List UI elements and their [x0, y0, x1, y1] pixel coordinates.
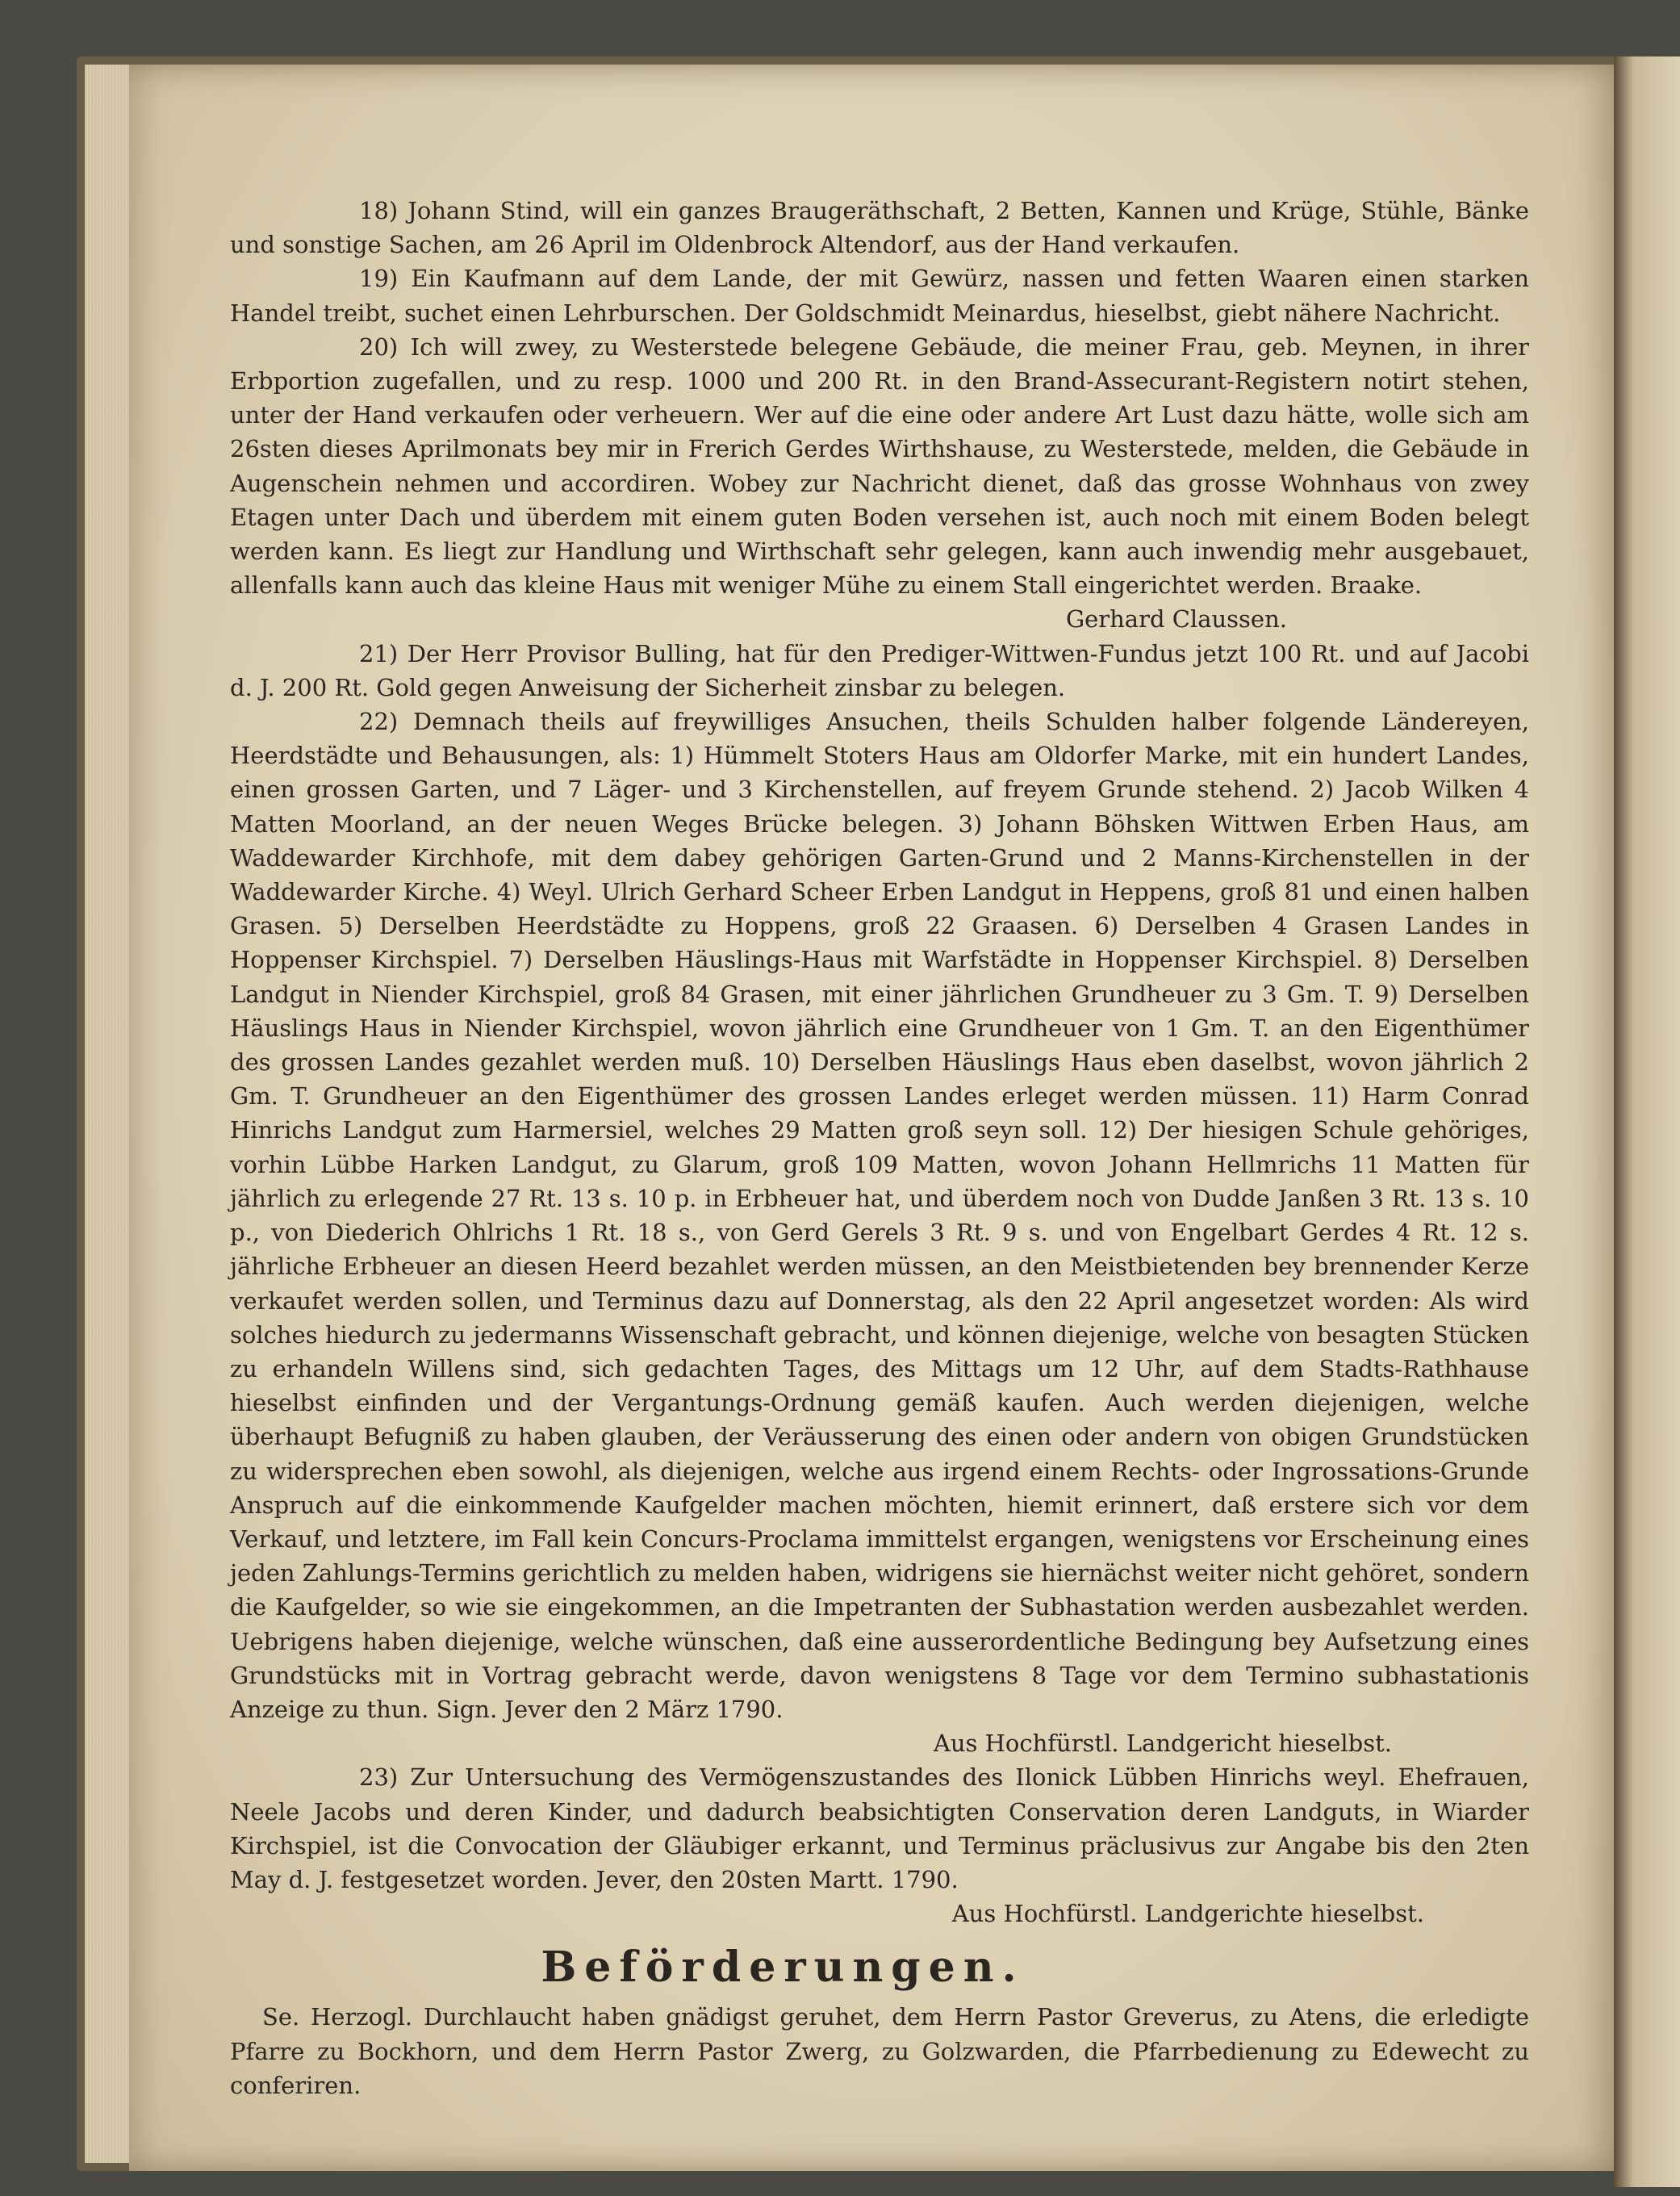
- notice-22: 22) Demnach theils auf freywilliges Ansuchen, theils Schulden halber folgende Ländereyen, Heerdstädte und Behausungen, als: 1) Hümmelt Stoters Haus am Oldorfer Marke, mit ein hundert Landes, einen grossen Garten, und 7 Läger- und 3 Kirchenstellen, auf freyem Grunde stehend. 2) Jacob Wilken 4 Matten Moorland, an der neuen Weges Brücke belegen. 3) Johann Böhsken Wittwen Erben Haus, am Waddewarder Kirchhofe, mit dem dabey gehörigen Garten-Grund und 2 Manns-Kirchenstellen in der Waddewarder Kirche. 4) Weyl. Ulrich Gerhard Scheer Erben Landgut in Heppens, groß 81 und einen halben Grasen. 5) Derselben Heerdstädte zu Hoppens, groß 22 Graasen. 6) Derselben 4 Grasen Landes in Hoppenser Kirchspiel. 7) Derselben Häuslings-Haus mit Warfstädte in Hoppenser Kirchspiel. 8) Derselben Landgut in Niender Kirchspiel, groß 84 Grasen, mit einer jährlichen Grundheuer zu 3 Gm. T. 9) Derselben Häuslings Haus in Niender Kirchspiel, wovon jährlich eine Grundheuer von 1 Gm. T. an den Eigenthümer des grossen Landes gezahlet werden muß. 10) Derselben Häuslings Haus eben daselbst, wovon jährlich 2 Gm. T. Grundheuer an den Eigenthümer des grossen Landes erleget werden müssen. 11) Harm Conrad Hinrichs Landgut zum Harmersiel, welches 29 Matten groß seyn soll. 12) Der hiesigen Schule gehöriges, vorhin Lübbe Harken Landgut, zu Glarum, groß 109 Matten, wovon Johann Hellmrichs 11 Matten für jährlich zu erlegende 27 Rt. 13 s. 10 p. in Erbheuer hat, und überdem noch von Dudde Janßen 3 Rt. 13 s. 10 p., von Diederich Ohlrichs 1 Rt. 18 s., von Gerd Gerels 3 Rt. 9 s. und von Engelbart Gerdes 4 Rt. 12 s. jährliche Erbheuer an diesen Heerd bezahlet werden müssen, an den Meistbietenden bey brennender Kerze verkaufet werden sollen, und Terminus dazu auf Donnerstag, als den 22 April angesetzet worden: Als wird solches hiedurch zu jedermanns Wissenschaft gebracht, und können diejenige, welche von besagten Stücken zu erhandeln Willens sind, sich gedachten Tages, des Mittags um 12 Uhr, auf dem Stadts-Rathhause hieselbst einfinden und der Vergantungs-Ordnung gemäß kaufen. Auch werden diejenigen, welche überhaupt Befugniß zu haben glauben, der Veräusserung des einen oder andern von obigen Grundstücken zu widersprechen eben sowohl, als diejenigen, welche aus irgend einem Rechts- oder Ingrossations-Grunde Anspruch auf die einkommende Kaufgelder machen möchten, hiemit erinnert, daß erstere sich vor dem Verkauf, und letztere, im Fall kein Concurs-Proclama immittelst ergangen, wenigstens vor Erscheinung eines jeden Zahlungs-Termins gerichtlich zu melden haben, widrigens sie hiernächst weiter nicht gehöret, sondern die Kaufgelder, so wie sie eingekommen, an die Impetranten der Subhastation werden ausbezahlet werden. Uebrigens haben diejenige, welche wünschen, daß eine ausserordentliche Bedingung bey Aufsetzung eines Grundstücks mit in Vortrag gebracht werde, davon wenigstens 8 Tage vor dem Termino subhastationis Anzeige zu thun. Sign. Jever den 2 März 1790.: [230, 708, 1529, 1723]
- notice-23-signature: Aus Hochfürstl. Landgerichte hieselbst.: [951, 1900, 1424, 1928]
- notice-20-signature: Gerhard Claussen.: [1065, 605, 1287, 634]
- page-text: [230, 194, 1529, 2102]
- notice-19: 19) Ein Kaufmann auf dem Lande, der mit Gewürz, nassen und fetten Waaren einen starken Handel treibt, suchet einen Lehrburschen. Der Goldschmidt Meinardus, hieselbst, giebt nähere Nachricht.: [230, 265, 1529, 327]
- notice-18: 18) Johann Stind, will ein ganzes Braugeräthschaft, 2 Betten, Kannen und Krüge, Stühle, Bänke und sonstige Sachen, am 26 April im Oldenbrock Altendorf, aus der Hand verkaufen.: [230, 197, 1529, 259]
- notice-23: 23) Zur Untersuchung des Vermögenszustandes des Ilonick Lübben Hinrichs weyl. Ehefrauen, Neele Jacobs und deren Kinder, und dadurch beabsichtigten Conservation deren Landguts, in Wiarder Kirchspiel, ist die Convocation der Gläubiger erkannt, und Terminus präclusivus zur Angabe bis den 2ten May d. J. festgesetzet worden. Jever, den 20sten Martt. 1790.: [230, 1763, 1529, 1893]
- notice-22-signature: Aus Hochfürstl. Landgericht hieselbst.: [933, 1730, 1392, 1758]
- promotion-notice: Se. Herzogl. Durchlaucht haben gnädigst geruhet, dem Herrn Pastor Greverus, zu Atens, die erledigte Pfarre zu Bockhorn, und dem Herrn Pastor Zwerg, zu Golzwarden, die Pfarrbedienung zu Edewecht zu conferiren.: [230, 2003, 1529, 2099]
- adjacent-page-edge: [1614, 56, 1680, 2187]
- notice-21: 21) Der Herr Provisor Bulling, hat für den Prediger-Wittwen-Fundus jetzt 100 Rt. und auf Jacobi d. J. 200 Rt. Gold gegen Anweisung der Sicherheit zinsbar zu belegen.: [230, 639, 1529, 701]
- section-heading: Beförderungen.: [541, 1943, 1025, 1993]
- notice-20: 20) Ich will zwey, zu Westerstede belegene Gebäude, die meiner Frau, geb. Meynen, in ihrer Erbportion zugefallen, und zu resp. 1000 und 200 Rt. in den Brand-Assecurant-Registern notirt stehen, unter der Hand verkaufen oder verheuern. Wer auf die eine oder andere Art Lust dazu hätte, wolle sich am 26sten dieses Aprilmonats bey mir in Frerich Gerdes Wirthshause, zu Westerstede, melden, die Gebäude in Augenschein nehmen und accordiren. Wobey zur Nachricht dienet, daß das grosse Wohnhaus von zwey Etagen unter Dach und überdem mit einem guten Boden versehen ist, auch noch mit einem Boden belegt werden kann. Es liegt zur Handlung und Wirthschaft sehr gelegen, kann auch inwendig mehr ausgebauet, allenfalls kann auch das kleine Haus mit weniger Mühe zu einem Stall eingerichtet werden. Braake.: [230, 333, 1529, 600]
